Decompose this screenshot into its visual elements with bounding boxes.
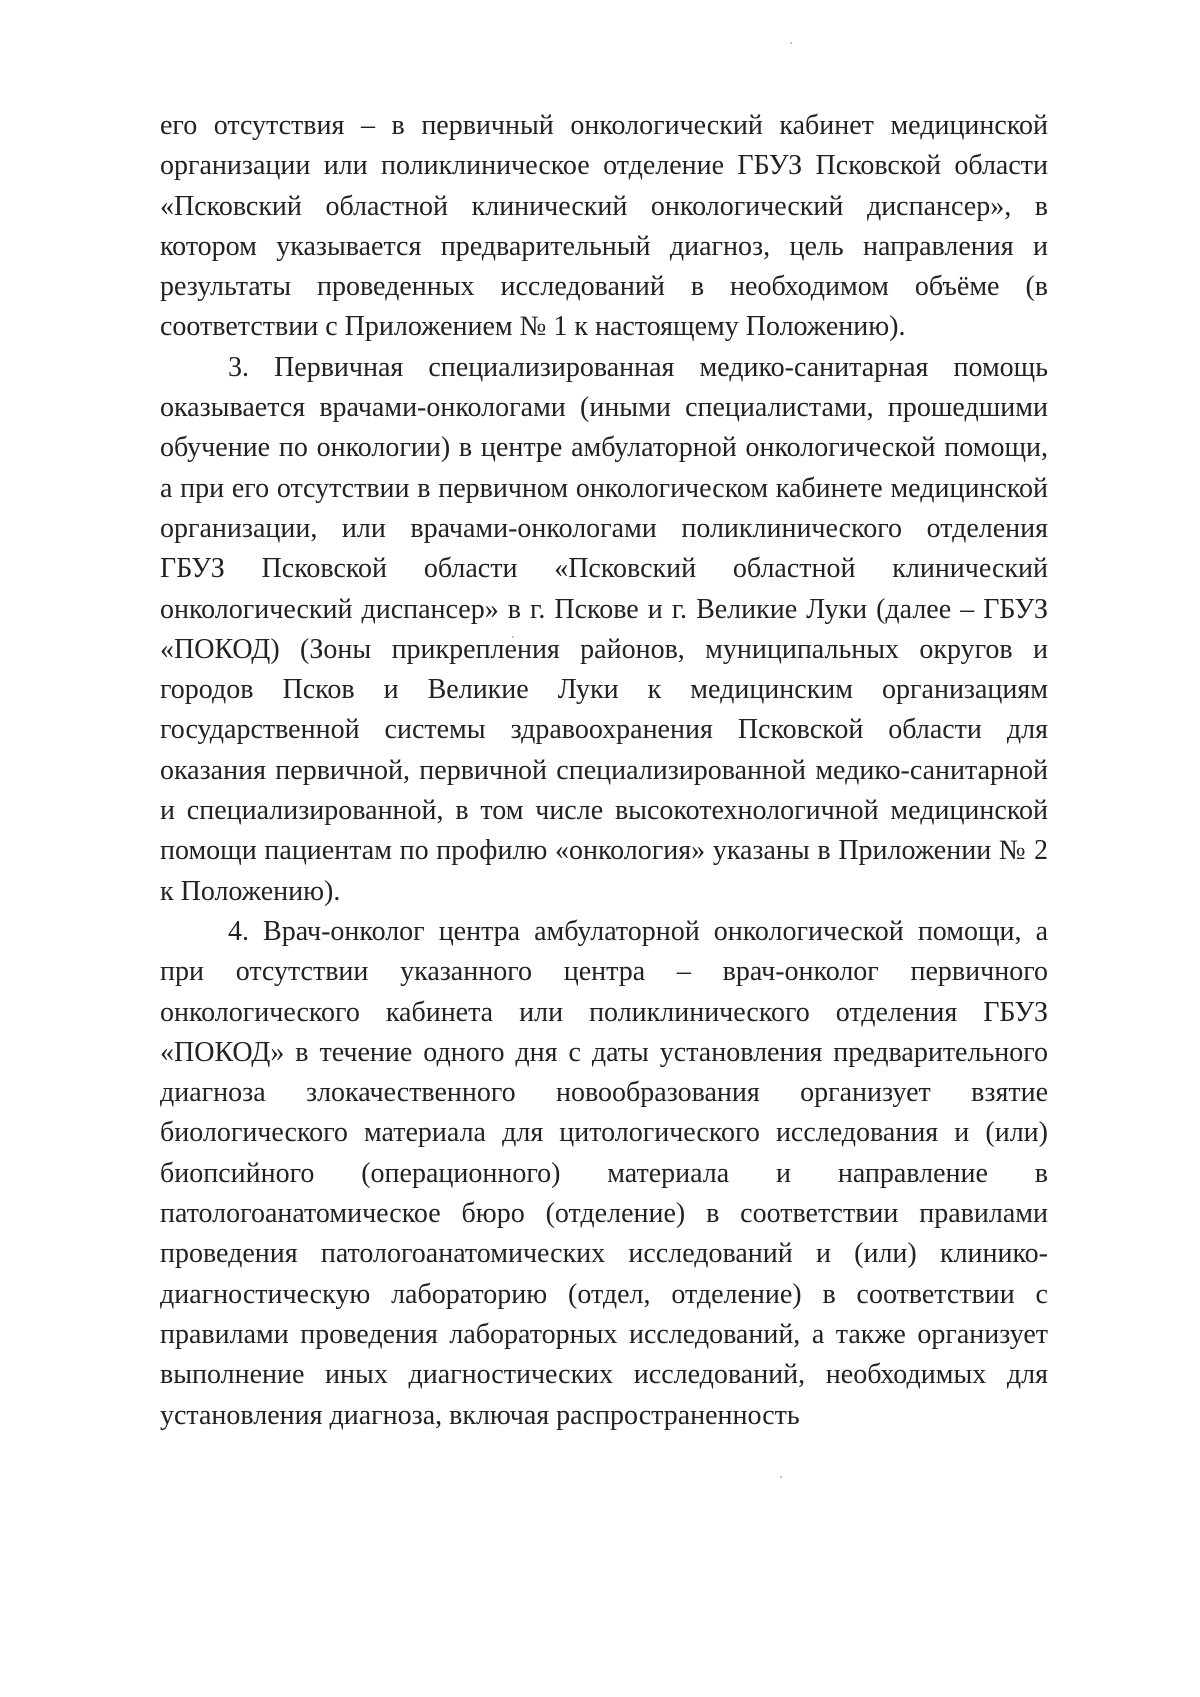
scan-speck	[790, 42, 792, 44]
paragraph-continuation: его отсутствия – в первичный онкологический кабинет медицинской организации или поликлиническое отделение ГБУЗ Псковской области «Псковский областной клинический онкологический диспансер», в котором указывается предварительный диагноз, цель направления и результаты проведенных исследований в необходимом объёме (в соответствии с Приложением № 1 к настоящему Положению).	[160, 110, 1048, 343]
document-body	[160, 106, 1048, 1436]
scan-speck	[780, 1476, 782, 1478]
paragraph-item-3: 3. Первичная специализированная медико-санитарная помощь оказывается врачами-онкологами (иными специалистами, прошедшими обучение по онкологии) в центре амбулаторной онкологической помощи, а при его отсутствии в первичном онкологическом кабинете медицинской организации, или врачами-онкологами поликлинического отделения ГБУЗ Псковской области «Псковский областной клинический онкологический диспансер» в г. Пскове и г. Великие Луки (далее – ГБУЗ «ПОКОД) (Зоны прикрепления районов, муниципальных округов и городов Псков и Великие Луки к медицинским организациям государственной системы здравоохранения Псковской области для оказания первичной, первичной специализированной медико-санитарной и специализированной, в том числе высокотехнологичной медицинской помощи пациентам по профилю «онкология» указаны в Приложении № 2 к Положению).	[160, 351, 1048, 907]
paragraph-item-4: 4. Врач-онколог центра амбулаторной онкологической помощи, а при отсутствии указанного центра – врач-онколог первичного онкологического кабинета или поликлинического отделения ГБУЗ «ПОКОД» в течение одного дня с даты установления предварительного диагноза злокачественного новообразования организует взятие биологического материала для цитологического исследования и (или) биопсийного (операционного) материала и направление в патологоанатомическое бюро (отделение) в соответствии правилами проведения патологоанатомических исследований и (или) клинико-диагностическую лабораторию (отдел, отделение) в соответствии с правилами проведения лабораторных исследований, а также организует выполнение иных диагностических исследований, необходимых для установления диагноза, включая распространенность	[160, 915, 1048, 1431]
